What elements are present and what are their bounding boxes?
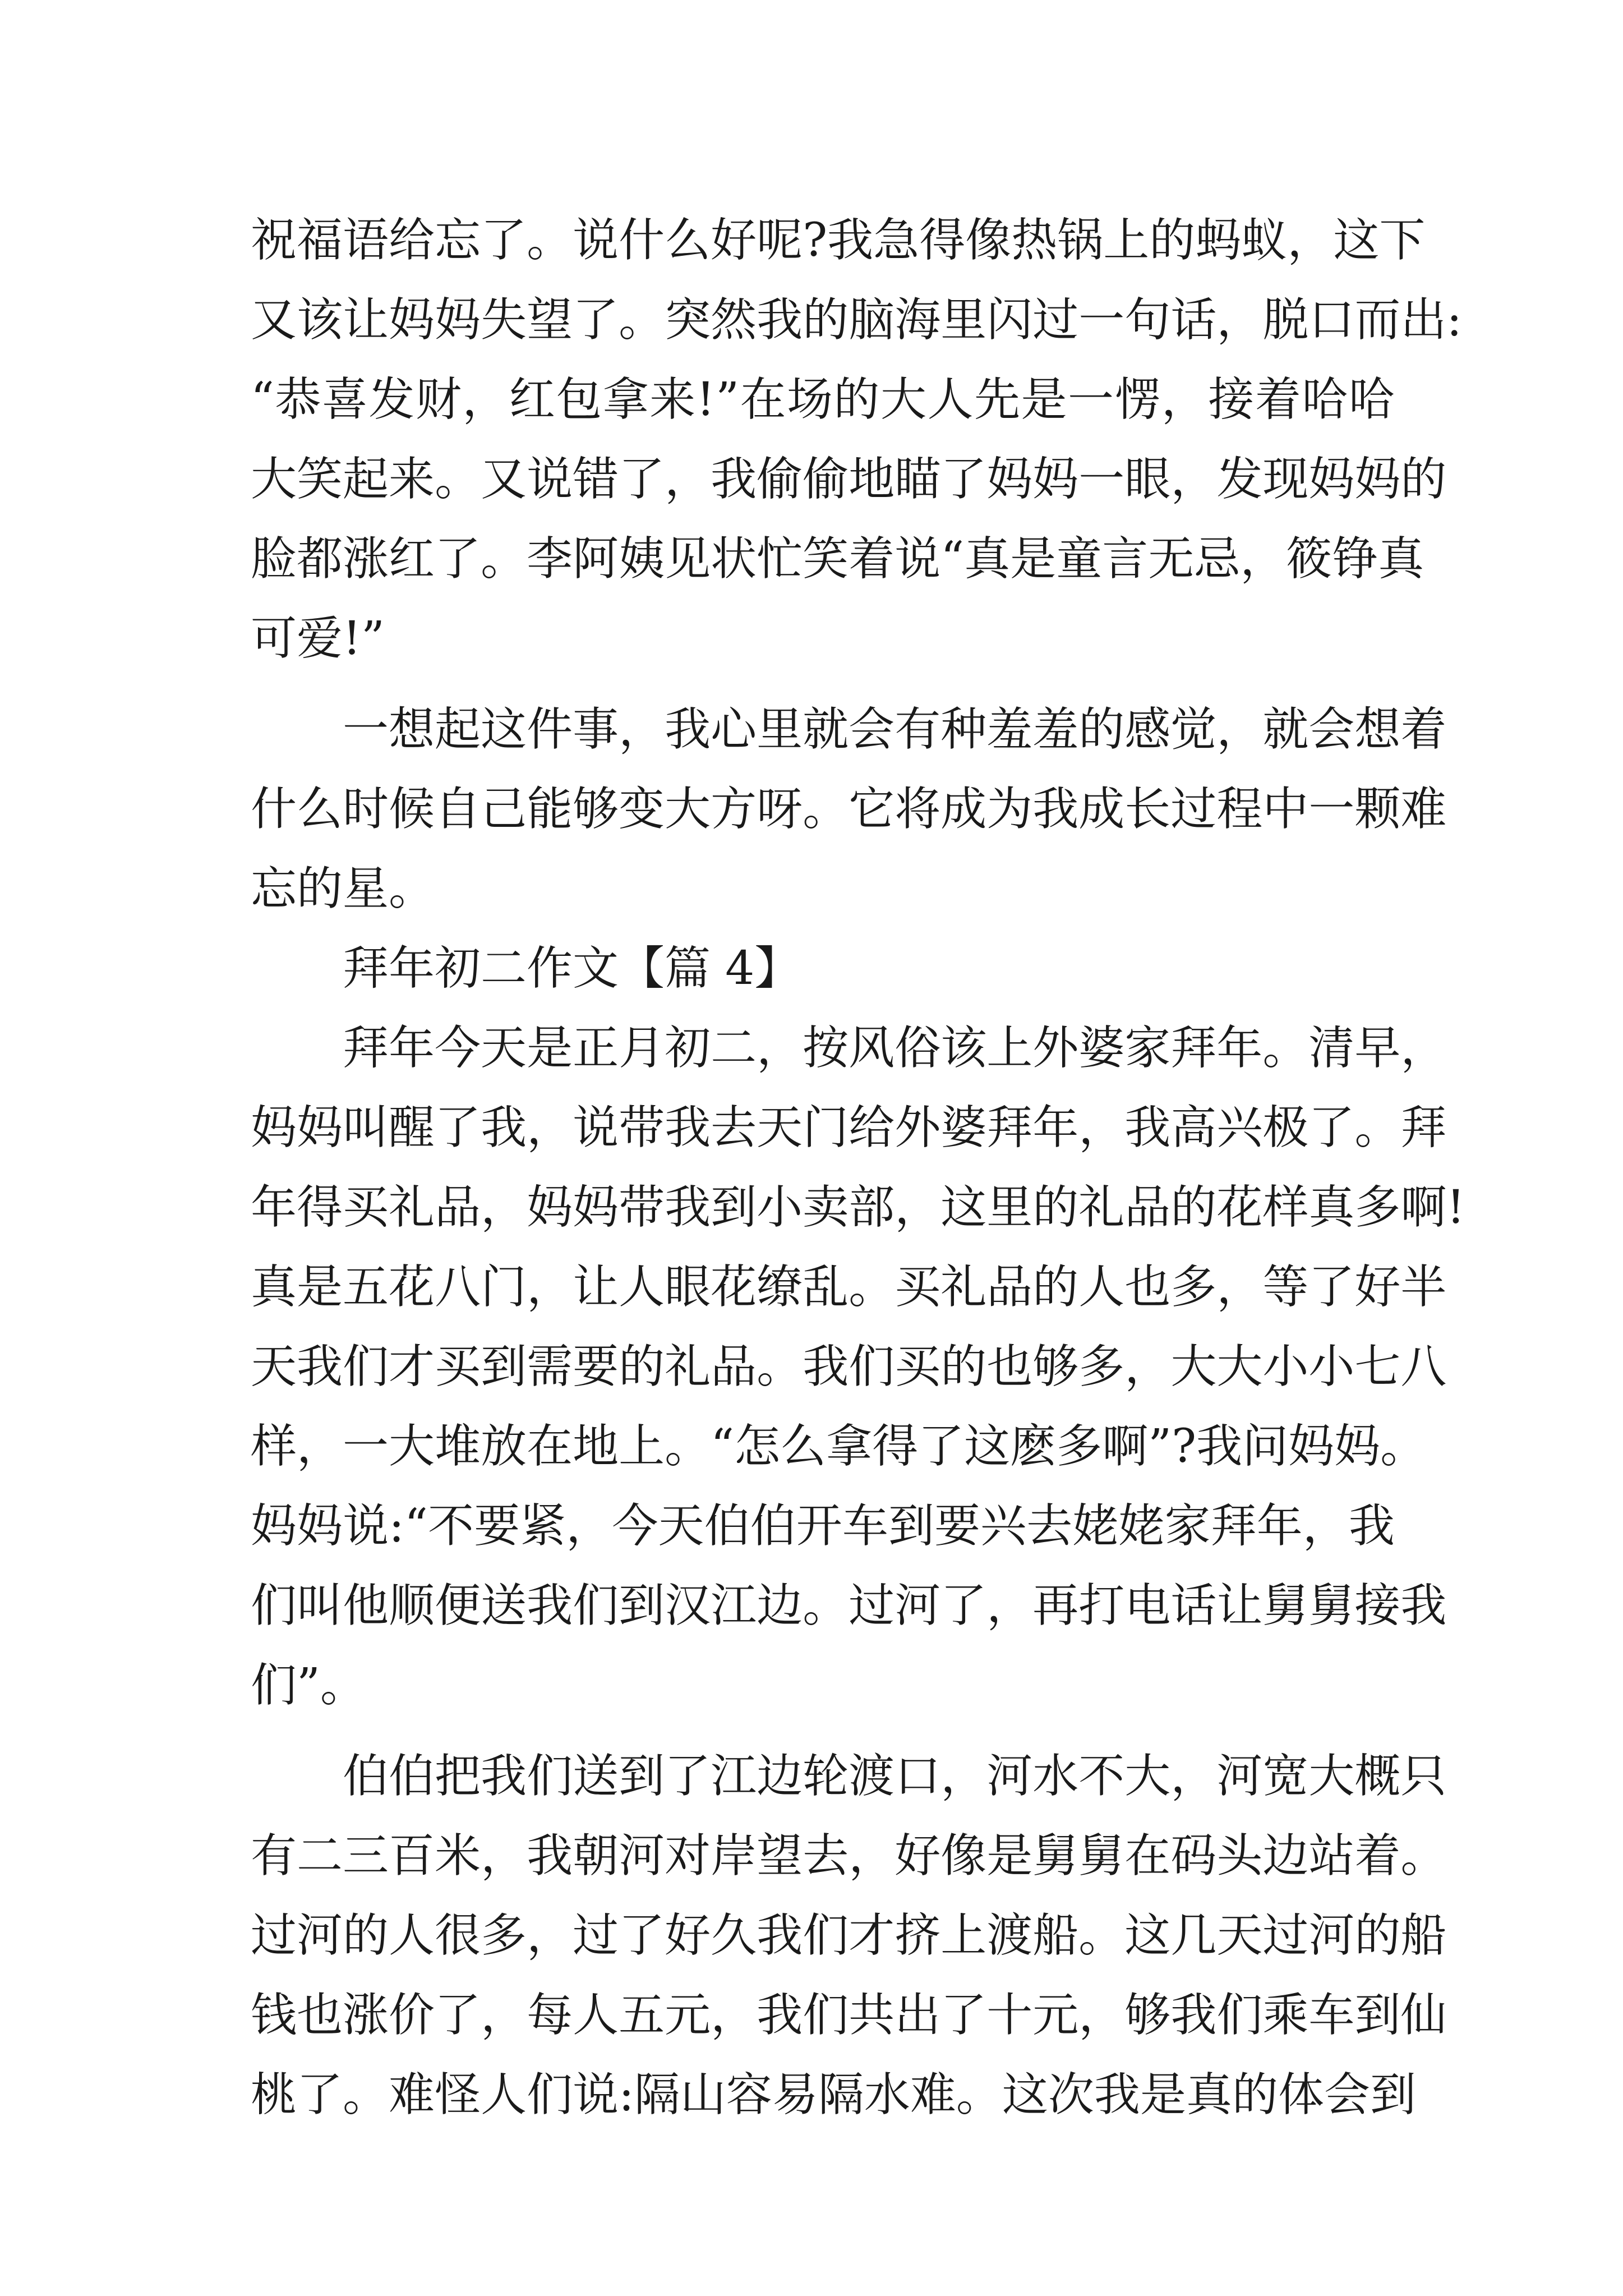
text-line-content: 过 河 的 人 很 多 ， 过 了 好 久 我 们 才 挤 上 渡 船 。 这 几 天 过 河 的 船 bbox=[251, 1909, 1447, 1962]
text-line-content: 忘的星。 bbox=[251, 862, 435, 915]
text-line-content: 妈 妈 说 : “ 不 要 紧 ， 今 天 伯 伯 开 车 到 要 兴 去 姥 姥 家 拜 年 ， 我 bbox=[251, 1499, 1395, 1553]
essay-body bbox=[251, 201, 1465, 2135]
text-line-content: 真 是 五 花 八 门 ， 让 人 眼 花 缭 乱 。 买 礼 品 的 人 也 多 ， 等 了 好 半 bbox=[251, 1260, 1447, 1314]
text-line bbox=[251, 599, 1395, 679]
text-line bbox=[251, 1327, 1447, 1407]
text-line-content: 又 该 让 妈 妈 失 望 了 。 突 然 我 的 脑 海 里 闪 过 一 句 话 ， 脱 口 而 出 : bbox=[251, 293, 1463, 347]
text-line bbox=[251, 770, 1447, 849]
text-line-content: 年 得 买 礼 品 ， 妈 妈 带 我 到 小 卖 部 ， 这 里 的 礼 品 的 花 样 真 多 啊 ! bbox=[251, 1181, 1465, 1234]
text-line-content: 有 二 三 百 米 ， 我 朝 河 对 岸 望 去 ， 好 像 是 舅 舅 在 码 头 边 站 着 。 bbox=[251, 1829, 1447, 1883]
text-line bbox=[251, 849, 1395, 929]
section-heading bbox=[251, 929, 1395, 1009]
text-line bbox=[251, 1009, 1447, 1088]
text-line-content: 天 我 们 才 买 到 需 要 的 礼 品 。 我 们 买 的 也 够 多 ， 大 大 小 小 七 八 bbox=[251, 1340, 1447, 1393]
text-line bbox=[251, 1976, 1447, 2055]
text-line bbox=[251, 519, 1424, 599]
text-line-content: 伯 伯 把 我 们 送 到 了 江 边 轮 渡 口 ， 河 水 不 大 ， 河 宽 大 概 只 bbox=[343, 1750, 1447, 1803]
text-line-content: 大 笑 起 来 。 又 说 错 了 ， 我 偷 偷 地 瞄 了 妈 妈 一 眼 ， 发 现 妈 妈 的 bbox=[251, 453, 1447, 506]
text-line-content: 什 么 时 候 自 己 能 够 变 大 方 呀 。 它 将 成 为 我 成 长 过 程 中 一 颗 难 bbox=[251, 783, 1447, 836]
text-line bbox=[251, 2055, 1417, 2135]
text-line-content: 样 ， 一 大 堆 放 在 地 上 。 “ 怎 么 拿 得 了 这 麽 多 啊 ” ? 我 问 妈 妈 。 bbox=[251, 1420, 1427, 1473]
text-line-content: 可爱!” bbox=[251, 612, 385, 665]
text-line bbox=[251, 690, 1447, 770]
text-line-content: 桃 了 。 难 怪 人 们 说 : 隔 山 容 易 隔 水 难 。 这 次 我 是 真 的 体 会 到 bbox=[251, 2068, 1417, 2122]
text-line bbox=[251, 1646, 1395, 1726]
text-line-content: “ 恭 喜 发 财 ， 红 包 拿 来 ! ” 在 场 的 大 人 先 是 一 愣 ， 接 着 哈 哈 bbox=[251, 373, 1395, 426]
text-line-content: 妈 妈 叫 醒 了 我 ， 说 带 我 去 天 门 给 外 婆 拜 年 ， 我 高 兴 极 了 。 拜 bbox=[251, 1101, 1447, 1154]
text-line-content: 拜年初二作文【篇 4】 bbox=[343, 942, 801, 995]
text-line bbox=[251, 1168, 1465, 1248]
text-line-content: 钱 也 涨 价 了 ， 每 人 五 元 ， 我 们 共 出 了 十 元 ， 够 我 们 乘 车 到 仙 bbox=[251, 1989, 1447, 2042]
text-line-content: 祝 福 语 给 忘 了 。 说 什 么 好 呢 ? 我 急 得 像 热 锅 上 的 蚂 蚁 ， 这 下 bbox=[251, 214, 1426, 267]
text-line bbox=[251, 360, 1395, 440]
text-line bbox=[251, 1487, 1395, 1566]
text-line bbox=[251, 1088, 1447, 1168]
text-line-content: 们 叫 他 顺 便 送 我 们 到 汉 江 边 。 过 河 了 ， 再 打 电 话 让 舅 舅 接 我 bbox=[251, 1579, 1447, 1632]
text-line bbox=[251, 280, 1463, 360]
text-line bbox=[251, 1816, 1447, 1896]
text-line-content: 一 想 起 这 件 事 ， 我 心 里 就 会 有 种 羞 羞 的 感 觉 ， 就 会 想 着 bbox=[343, 703, 1447, 756]
text-line-content: 们”。 bbox=[251, 1659, 366, 1712]
text-line bbox=[251, 440, 1447, 519]
text-line-content: 脸 都 涨 红 了 。 李 阿 姨 见 状 忙 笑 着 说 “ 真 是 童 言 无 忌 ， 筱 铮 真 bbox=[251, 532, 1424, 586]
text-line bbox=[251, 1737, 1447, 1816]
text-line bbox=[251, 201, 1426, 280]
text-line-content: 拜 年 今 天 是 正 月 初 二 ， 按 风 俗 该 上 外 婆 家 拜 年 。 清 早 ， bbox=[343, 1022, 1447, 1075]
text-line bbox=[251, 1407, 1427, 1487]
text-line bbox=[251, 1566, 1447, 1646]
text-line bbox=[251, 1896, 1447, 1976]
text-line bbox=[251, 1248, 1447, 1327]
